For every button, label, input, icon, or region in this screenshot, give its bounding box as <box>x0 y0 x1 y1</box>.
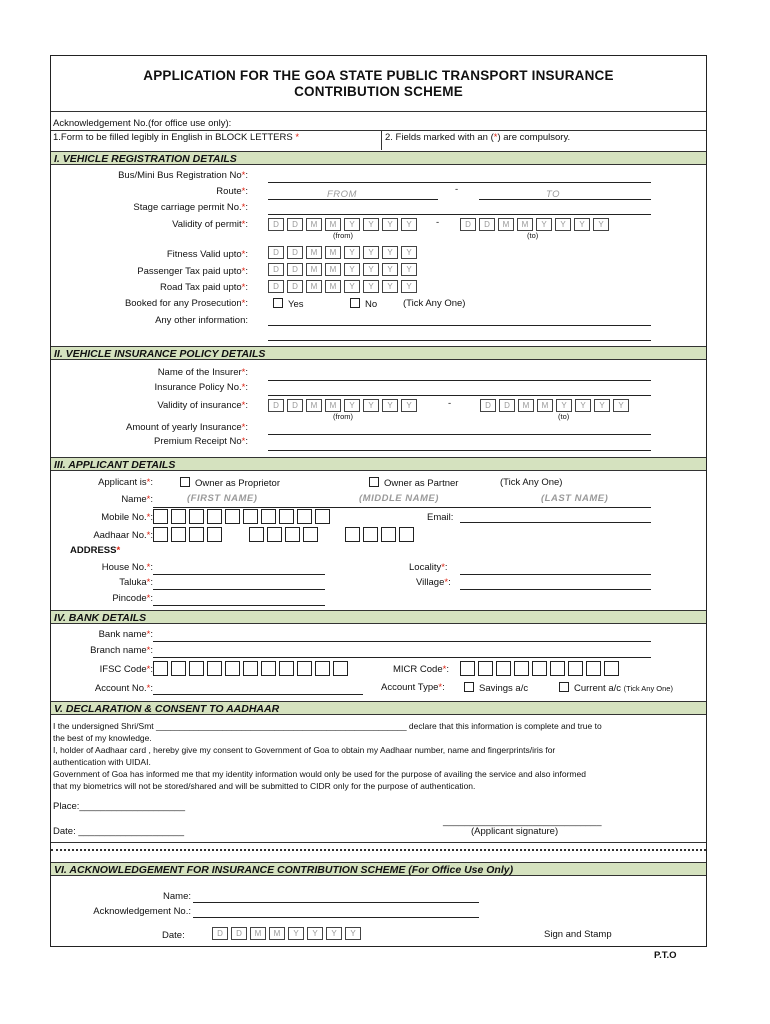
date-cell[interactable]: Y <box>345 927 361 940</box>
section-vehicle-registration: I. VEHICLE REGISTRATION DETAILS <box>51 151 706 165</box>
declaration-line: I, holder of Aadhaar card , hereby give my consent to Government of Goa to obtain my Aadhaar number, name and fingerprints/iris for <box>53 745 556 755</box>
date-cell[interactable]: Y <box>575 399 591 412</box>
date-cell[interactable]: Y <box>363 246 379 259</box>
char-cell[interactable] <box>550 661 565 676</box>
owner-proprietor-option[interactable]: Owner as Proprietor <box>180 477 280 489</box>
taluka-label: Taluka*: <box>119 577 153 588</box>
char-cell[interactable] <box>267 527 282 542</box>
date-cell[interactable]: D <box>231 927 247 940</box>
yes-checkbox[interactable] <box>273 298 283 308</box>
amount-field[interactable] <box>268 434 651 435</box>
policy-no-field[interactable] <box>268 395 651 396</box>
sign-stamp-label: Sign and Stamp <box>544 929 612 940</box>
char-cell[interactable] <box>153 509 168 524</box>
permit-no-field[interactable] <box>268 214 651 215</box>
char-cell[interactable] <box>171 527 186 542</box>
char-cell[interactable] <box>153 661 168 676</box>
char-cell[interactable] <box>285 527 300 542</box>
house-no-field[interactable] <box>153 574 325 575</box>
char-cell[interactable] <box>279 661 294 676</box>
date-cell[interactable]: M <box>325 263 341 276</box>
ack-date[interactable] <box>212 927 364 940</box>
date-cell[interactable]: Y <box>363 399 379 412</box>
declaration-line: that my biometrics will not be stored/shared and will be submitted to CIDR only for the purpose of authentication. <box>53 781 476 791</box>
other-info-label: Any other information: <box>155 315 248 326</box>
insurer-field[interactable] <box>268 380 651 381</box>
date-cell[interactable]: Y <box>363 280 379 293</box>
from-caption: (from) <box>333 412 353 421</box>
char-cell[interactable] <box>496 661 511 676</box>
date-cell[interactable]: M <box>269 927 285 940</box>
aadhaar-cells-1[interactable] <box>153 527 225 542</box>
bank-name-field[interactable] <box>153 641 651 642</box>
char-cell[interactable] <box>249 527 264 542</box>
house-no-label: House No.*: <box>101 562 153 573</box>
declaration-line: authentication with UIDAI. <box>53 757 151 767</box>
date-cell[interactable]: Y <box>363 218 379 231</box>
date-cell[interactable]: D <box>287 218 303 231</box>
route-label: Route*: <box>216 186 248 197</box>
locality-label: Locality*: <box>409 562 448 573</box>
char-cell[interactable] <box>568 661 583 676</box>
date-cell[interactable]: Y <box>382 246 398 259</box>
current-option[interactable]: Current a/c (Tick Any One) <box>559 682 673 694</box>
name-label: Name*: <box>121 494 153 505</box>
date-cell[interactable]: M <box>325 246 341 259</box>
date-cell[interactable]: D <box>268 399 284 412</box>
date-cell[interactable]: M <box>306 399 322 412</box>
pincode-field[interactable] <box>153 605 325 606</box>
section-declaration: V. DECLARATION & CONSENT TO AADHAAR <box>51 701 706 715</box>
declaration-line: Government of Goa has informed me that my identity information would only be used for the purpose of availing the service and also informed <box>53 769 586 779</box>
passenger-tax-date[interactable] <box>268 263 420 276</box>
prosecution-yes[interactable]: Yes <box>273 298 304 310</box>
char-cell[interactable] <box>207 527 222 542</box>
char-cell[interactable] <box>303 527 318 542</box>
date-cell[interactable]: Y <box>401 263 417 276</box>
no-checkbox[interactable] <box>350 298 360 308</box>
date-field[interactable]: Date: ____________________ <box>53 826 185 837</box>
last-name-placeholder: (LAST NAME) <box>541 493 609 504</box>
date-cell[interactable]: M <box>306 280 322 293</box>
date-cell[interactable]: Y <box>613 399 629 412</box>
insurance-to-date[interactable] <box>480 399 632 412</box>
char-cell[interactable] <box>189 527 204 542</box>
permit-no-label: Stage carriage permit No.*: <box>133 202 248 213</box>
insurer-label: Name of the Insurer*: <box>157 367 248 378</box>
date-cell[interactable]: D <box>480 399 496 412</box>
cut-line <box>51 849 706 851</box>
date-cell[interactable]: D <box>287 263 303 276</box>
char-cell[interactable] <box>225 509 240 524</box>
char-cell[interactable] <box>171 661 186 676</box>
branch-name-label: Branch name*: <box>90 645 153 656</box>
divider <box>51 111 706 112</box>
permit-to-date[interactable] <box>460 218 612 231</box>
char-cell[interactable] <box>315 661 330 676</box>
ifsc-label: IFSC Code*: <box>99 664 153 675</box>
date-cell[interactable]: M <box>517 218 533 231</box>
date-cell[interactable]: D <box>287 246 303 259</box>
char-cell[interactable] <box>243 661 258 676</box>
date-cell[interactable]: D <box>479 218 495 231</box>
char-cell[interactable] <box>297 661 312 676</box>
divider <box>51 130 706 131</box>
to-caption: (to) <box>527 231 539 240</box>
date-cell[interactable]: Y <box>344 280 360 293</box>
date-cell[interactable]: Y <box>401 246 417 259</box>
ack-office-label: Acknowledgement No.(for office use only): <box>53 118 232 129</box>
proprietor-checkbox[interactable] <box>180 477 190 487</box>
char-cell[interactable] <box>478 661 493 676</box>
date-cell[interactable]: M <box>325 399 341 412</box>
account-no-field[interactable] <box>153 694 363 695</box>
date-cell[interactable]: M <box>325 218 341 231</box>
email-label: Email: <box>427 512 454 523</box>
road-tax-label: Road Tax paid upto*: <box>159 282 248 293</box>
micr-label: MICR Code*: <box>393 664 449 675</box>
instruction-2: 2. Fields marked with an (*) are compulsory. <box>385 132 571 143</box>
declaration-line: I the undersigned Shri/Smt _____________________________________________________ declare that this information is complete and true to <box>53 721 602 731</box>
passenger-tax-label: Passenger Tax paid upto*: <box>137 266 248 277</box>
date-cell[interactable]: M <box>250 927 266 940</box>
mobile-label: Mobile No.*: <box>101 512 153 523</box>
bank-name-label: Bank name*: <box>98 629 153 640</box>
date-cell[interactable]: M <box>306 263 322 276</box>
date-dash: - <box>436 217 440 228</box>
locality-field[interactable] <box>460 574 651 575</box>
account-no-label: Account No.*: <box>94 683 153 694</box>
date-dash: - <box>448 398 452 409</box>
pincode-label: Pincode*: <box>112 593 153 604</box>
ack-no-field[interactable] <box>193 917 479 918</box>
date-cell[interactable]: D <box>212 927 228 940</box>
date-cell[interactable]: Y <box>556 399 572 412</box>
route-to-placeholder: TO <box>546 189 561 200</box>
receipt-field[interactable] <box>268 450 651 451</box>
date-cell[interactable]: Y <box>382 218 398 231</box>
section-acknowledgement: VI. ACKNOWLEDGEMENT FOR INSURANCE CONTRIBUTION SCHEME (For Office Use Only) <box>51 862 706 876</box>
date-cell[interactable]: Y <box>382 263 398 276</box>
ack-name-label: Name: <box>163 891 191 902</box>
char-cell[interactable] <box>243 509 258 524</box>
prosecution-label: Booked for any Prosecution*: <box>124 298 248 309</box>
char-cell[interactable] <box>225 661 240 676</box>
date-cell[interactable]: Y <box>401 280 417 293</box>
owner-partner-option[interactable]: Owner as Partner <box>369 477 458 489</box>
date-cell[interactable]: D <box>287 280 303 293</box>
date-cell[interactable]: D <box>268 246 284 259</box>
aadhaar-label: Aadhaar No.*: <box>93 530 153 541</box>
reg-no-field[interactable] <box>268 182 651 183</box>
micr-cells[interactable] <box>460 661 622 676</box>
section-applicant: III. APPLICANT DETAILS <box>51 457 706 471</box>
insurance-from-date[interactable] <box>268 399 420 412</box>
char-cell[interactable] <box>207 509 222 524</box>
name-field[interactable] <box>153 507 651 508</box>
date-cell[interactable]: Y <box>574 218 590 231</box>
pto-label: P.T.O <box>654 950 677 961</box>
route-from-placeholder: FROM <box>327 189 357 200</box>
date-cell[interactable]: Y <box>593 218 609 231</box>
date-cell[interactable]: Y <box>555 218 571 231</box>
date-cell[interactable]: Y <box>326 927 342 940</box>
tick-one-note: (Tick Any One) <box>500 477 563 488</box>
address-heading: ADDRESS* <box>70 545 121 556</box>
char-cell[interactable] <box>261 661 276 676</box>
section-insurance-policy: II. VEHICLE INSURANCE POLICY DETAILS <box>51 346 706 360</box>
date-cell[interactable]: M <box>498 218 514 231</box>
char-cell[interactable] <box>297 509 312 524</box>
date-cell[interactable]: D <box>268 263 284 276</box>
char-cell[interactable] <box>345 527 360 542</box>
char-cell[interactable] <box>189 661 204 676</box>
char-cell[interactable] <box>460 661 475 676</box>
date-cell[interactable]: Y <box>594 399 610 412</box>
branch-name-field[interactable] <box>153 657 651 658</box>
tick-one-note: (Tick Any One) <box>403 298 466 309</box>
char-cell[interactable] <box>604 661 619 676</box>
prosecution-no[interactable]: No <box>350 298 377 310</box>
validity-permit-label: Validity of permit*: <box>172 219 248 230</box>
taluka-field[interactable] <box>153 589 325 590</box>
reg-no-label: Bus/Mini Bus Registration No*: <box>118 170 248 181</box>
date-cell[interactable]: Y <box>401 218 417 231</box>
date-cell[interactable]: M <box>325 280 341 293</box>
divider <box>51 842 706 843</box>
date-cell[interactable]: D <box>268 218 284 231</box>
instruction-1: 1.Form to be filled legibly in English in BLOCK LETTERS * <box>53 132 300 143</box>
route-to-field[interactable] <box>479 199 651 200</box>
ack-name-field[interactable] <box>193 902 479 903</box>
receipt-label: Premium Receipt No*: <box>154 436 248 447</box>
date-cell[interactable]: D <box>499 399 515 412</box>
signature-line[interactable]: ______________________________ <box>443 816 602 827</box>
place-field[interactable]: Place:____________________ <box>53 801 186 812</box>
aadhaar-cells-2[interactable] <box>249 527 321 542</box>
village-label: Village*: <box>416 577 451 588</box>
mobile-cells[interactable] <box>153 509 333 524</box>
date-cell[interactable]: Y <box>344 218 360 231</box>
date-cell[interactable]: Y <box>288 927 304 940</box>
date-cell[interactable]: Y <box>536 218 552 231</box>
ack-date-label: Date: <box>162 930 185 941</box>
fitness-date[interactable] <box>268 246 420 259</box>
char-cell[interactable] <box>586 661 601 676</box>
char-cell[interactable] <box>261 509 276 524</box>
account-type-label: Account Type*: <box>381 682 445 693</box>
first-name-placeholder: (FIRST NAME) <box>187 493 258 504</box>
declaration-text <box>53 720 703 792</box>
date-cell[interactable]: Y <box>307 927 323 940</box>
char-cell[interactable] <box>514 661 529 676</box>
ifsc-cells[interactable] <box>153 661 351 676</box>
current-checkbox[interactable] <box>559 682 569 692</box>
char-cell[interactable] <box>532 661 547 676</box>
date-cell[interactable]: Y <box>382 399 398 412</box>
applicant-is-label: Applicant is*: <box>98 477 153 488</box>
savings-option[interactable]: Savings a/c <box>464 682 528 694</box>
middle-name-placeholder: (MIDDLE NAME) <box>359 493 439 504</box>
village-field[interactable] <box>460 589 651 590</box>
date-cell[interactable]: Y <box>344 246 360 259</box>
char-cell[interactable] <box>189 509 204 524</box>
signature-caption: (Applicant signature) <box>471 826 559 837</box>
date-cell[interactable]: Y <box>344 399 360 412</box>
date-cell[interactable]: Y <box>344 263 360 276</box>
divider <box>381 130 382 150</box>
date-cell[interactable]: D <box>268 280 284 293</box>
partner-checkbox[interactable] <box>369 477 379 487</box>
amount-label: Amount of yearly Insurance*: <box>126 422 248 433</box>
char-cell[interactable] <box>315 509 330 524</box>
section-bank: IV. BANK DETAILS <box>51 610 706 624</box>
char-cell[interactable] <box>207 661 222 676</box>
route-dash: - <box>455 184 459 195</box>
aadhaar-cells-3[interactable] <box>345 527 417 542</box>
route-from-field[interactable] <box>268 199 438 200</box>
char-cell[interactable] <box>171 509 186 524</box>
other-info-line-1[interactable] <box>268 325 651 326</box>
char-cell[interactable] <box>279 509 294 524</box>
ack-no-label: Acknowledgement No.: <box>93 906 191 917</box>
declaration-line: the best of my knowledge. <box>53 733 152 743</box>
email-field[interactable] <box>460 522 651 523</box>
date-cell[interactable]: Y <box>382 280 398 293</box>
to-caption: (to) <box>558 412 570 421</box>
savings-checkbox[interactable] <box>464 682 474 692</box>
date-cell[interactable]: M <box>306 246 322 259</box>
other-info-line-2[interactable] <box>268 340 651 341</box>
char-cell[interactable] <box>381 527 396 542</box>
date-cell[interactable]: M <box>306 218 322 231</box>
date-cell[interactable]: D <box>460 218 476 231</box>
date-cell[interactable]: M <box>518 399 534 412</box>
validity-insurance-label: Validity of insurance*: <box>157 400 248 411</box>
date-cell[interactable]: D <box>287 399 303 412</box>
char-cell[interactable] <box>363 527 378 542</box>
from-caption: (from) <box>333 231 353 240</box>
date-cell[interactable]: M <box>537 399 553 412</box>
road-tax-date[interactable] <box>268 280 420 293</box>
permit-from-date[interactable] <box>268 218 420 231</box>
form-title-line2: CONTRIBUTION SCHEME <box>294 84 463 99</box>
char-cell[interactable] <box>333 661 348 676</box>
policy-no-label: Insurance Policy No.*: <box>154 382 248 393</box>
date-cell[interactable]: Y <box>363 263 379 276</box>
char-cell[interactable] <box>153 527 168 542</box>
char-cell[interactable] <box>399 527 414 542</box>
date-cell[interactable]: Y <box>401 399 417 412</box>
form-title-line1: APPLICATION FOR THE GOA STATE PUBLIC TRANSPORT INSURANCE <box>143 68 614 83</box>
fitness-label: Fitness Valid upto*: <box>166 249 248 260</box>
